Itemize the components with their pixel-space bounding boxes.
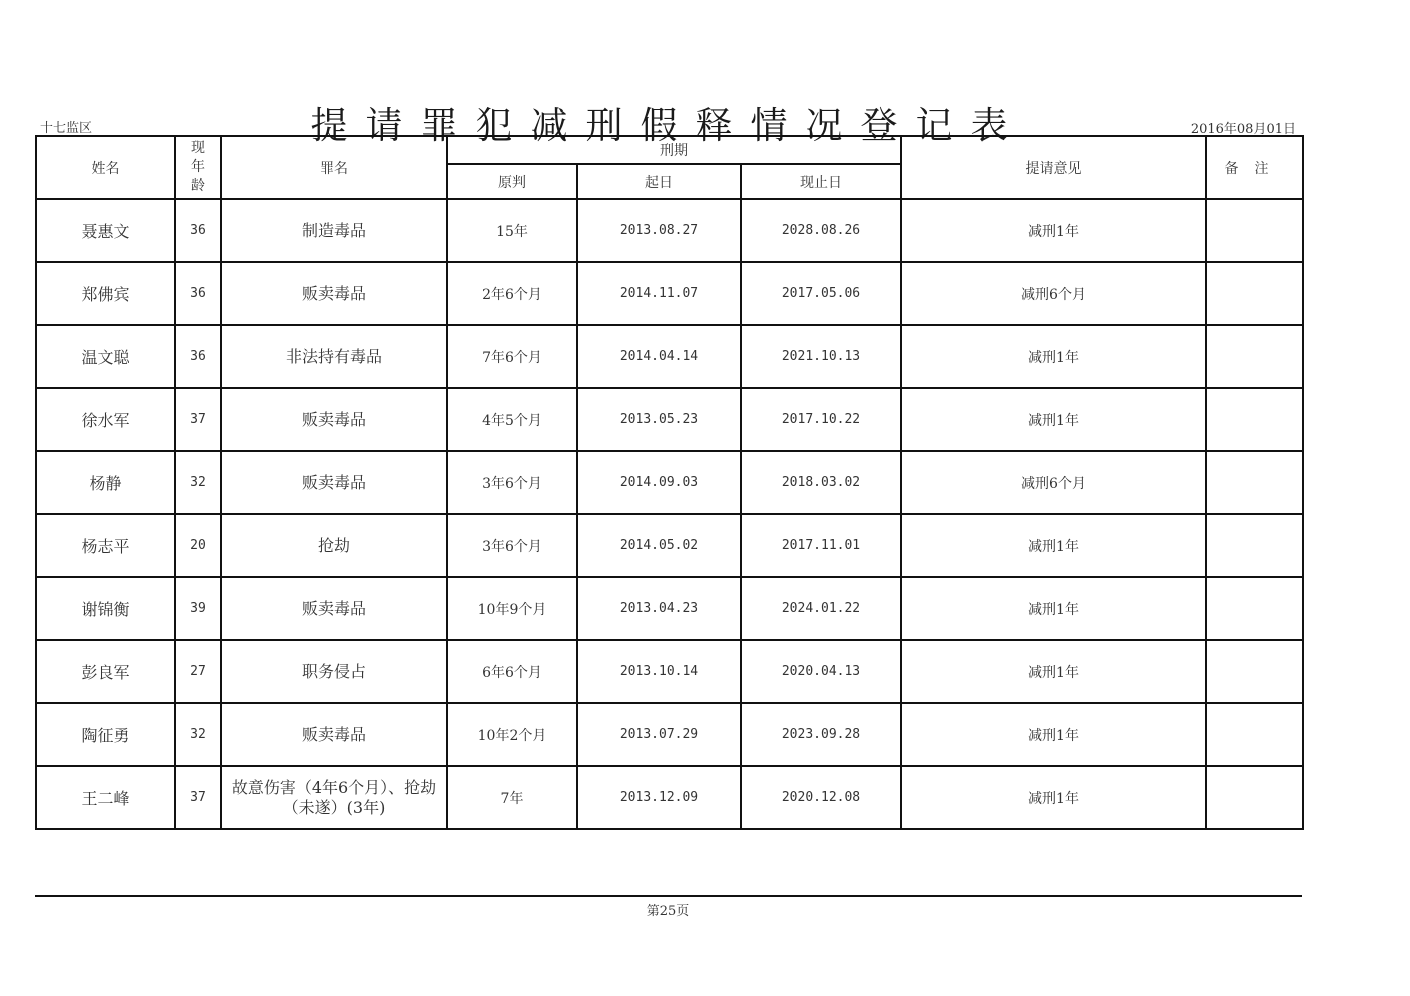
cell-age: 39	[175, 577, 221, 640]
table-row	[36, 451, 1303, 514]
footer-divider	[35, 895, 1302, 897]
cell-age: 36	[175, 325, 221, 388]
cell-original-sentence: 3年6个月	[447, 514, 577, 577]
table-body	[36, 199, 1303, 829]
cell-age: 32	[175, 703, 221, 766]
cell-end-date: 2024.01.22	[741, 577, 901, 640]
prison-area-label: 十七监区	[40, 121, 93, 136]
cell-original-sentence: 10年2个月	[447, 703, 577, 766]
table-row	[36, 577, 1303, 640]
cell-name: 谢锦衡	[36, 577, 175, 640]
header-term: 刑期	[447, 136, 901, 164]
cell-opinion: 减刑6个月	[901, 262, 1206, 325]
report-date: 2016年08月01日	[1190, 122, 1296, 137]
cell-crime: 制造毒品	[221, 199, 447, 262]
cell-age: 37	[175, 766, 221, 829]
cell-start-date: 2014.04.14	[577, 325, 741, 388]
header-age-text: 现年龄	[191, 140, 205, 194]
header-age	[175, 136, 221, 199]
cell-crime: 贩卖毒品	[221, 703, 447, 766]
cell-opinion: 减刑1年	[901, 766, 1206, 829]
cell-age: 20	[175, 514, 221, 577]
cell-start-date: 2013.05.23	[577, 388, 741, 451]
cell-remark	[1206, 451, 1303, 514]
cell-end-date: 2018.03.02	[741, 451, 901, 514]
cell-start-date: 2013.12.09	[577, 766, 741, 829]
cell-age: 36	[175, 199, 221, 262]
table-row	[36, 703, 1303, 766]
cell-remark	[1206, 514, 1303, 577]
cell-crime: 抢劫	[221, 514, 447, 577]
cell-name: 王二峰	[36, 766, 175, 829]
header-name: 姓名	[36, 136, 175, 199]
cell-remark	[1206, 199, 1303, 262]
cell-end-date: 2028.08.26	[741, 199, 901, 262]
header-start-date: 起日	[577, 164, 741, 199]
table-row	[36, 514, 1303, 577]
cell-crime: 非法持有毒品	[221, 325, 447, 388]
cell-original-sentence: 4年5个月	[447, 388, 577, 451]
cell-original-sentence: 2年6个月	[447, 262, 577, 325]
cell-crime: 职务侵占	[221, 640, 447, 703]
cell-crime: 贩卖毒品	[221, 388, 447, 451]
cell-start-date: 2014.05.02	[577, 514, 741, 577]
cell-end-date: 2023.09.28	[741, 703, 901, 766]
cell-start-date: 2013.08.27	[577, 199, 741, 262]
cell-name: 杨志平	[36, 514, 175, 577]
cell-start-date: 2014.11.07	[577, 262, 741, 325]
cell-remark	[1206, 325, 1303, 388]
table-row	[36, 199, 1303, 262]
cell-end-date: 2017.10.22	[741, 388, 901, 451]
table-row	[36, 262, 1303, 325]
table-row	[36, 325, 1303, 388]
cell-name: 温文聪	[36, 325, 175, 388]
cell-opinion: 减刑1年	[901, 577, 1206, 640]
cell-age: 36	[175, 262, 221, 325]
cell-original-sentence: 3年6个月	[447, 451, 577, 514]
header-remark: 备注	[1206, 136, 1303, 199]
cell-start-date: 2013.04.23	[577, 577, 741, 640]
cell-name: 彭良军	[36, 640, 175, 703]
cell-opinion: 减刑6个月	[901, 451, 1206, 514]
header-end-date: 现止日	[741, 164, 901, 199]
header-crime: 罪名	[221, 136, 447, 199]
cell-original-sentence: 15年	[447, 199, 577, 262]
cell-end-date: 2017.05.06	[741, 262, 901, 325]
cell-age: 27	[175, 640, 221, 703]
cell-crime: 故意伤害（4年6个月）、抢劫（未遂）(3年)	[221, 766, 447, 829]
cell-opinion: 减刑1年	[901, 199, 1206, 262]
cell-crime: 贩卖毒品	[221, 262, 447, 325]
cell-remark	[1206, 766, 1303, 829]
cell-crime: 贩卖毒品	[221, 577, 447, 640]
cell-remark	[1206, 703, 1303, 766]
cell-opinion: 减刑1年	[901, 325, 1206, 388]
cell-original-sentence: 7年6个月	[447, 325, 577, 388]
cell-name: 聂惠文	[36, 199, 175, 262]
header-row-1	[36, 136, 1303, 164]
cell-remark	[1206, 388, 1303, 451]
cell-name: 徐水军	[36, 388, 175, 451]
cell-opinion: 减刑1年	[901, 703, 1206, 766]
table-row	[36, 766, 1303, 829]
cell-start-date: 2014.09.03	[577, 451, 741, 514]
table-row	[36, 640, 1303, 703]
cell-original-sentence: 10年9个月	[447, 577, 577, 640]
page-number: 第25页	[646, 904, 690, 919]
cell-original-sentence: 7年	[447, 766, 577, 829]
cell-end-date: 2021.10.13	[741, 325, 901, 388]
cell-remark	[1206, 262, 1303, 325]
cell-name: 杨静	[36, 451, 175, 514]
cell-age: 37	[175, 388, 221, 451]
cell-start-date: 2013.10.14	[577, 640, 741, 703]
page-title: 提请罪犯减刑假释情况登记表	[310, 103, 1026, 147]
header-original-sentence: 原判	[447, 164, 577, 199]
register-table	[35, 135, 1304, 830]
cell-remark	[1206, 577, 1303, 640]
header-opinion: 提请意见	[901, 136, 1206, 199]
cell-crime: 贩卖毒品	[221, 451, 447, 514]
cell-age: 32	[175, 451, 221, 514]
cell-end-date: 2020.12.08	[741, 766, 901, 829]
cell-opinion: 减刑1年	[901, 514, 1206, 577]
cell-end-date: 2020.04.13	[741, 640, 901, 703]
cell-name: 陶征勇	[36, 703, 175, 766]
cell-remark	[1206, 640, 1303, 703]
cell-opinion: 减刑1年	[901, 640, 1206, 703]
table-row	[36, 388, 1303, 451]
cell-start-date: 2013.07.29	[577, 703, 741, 766]
cell-name: 郑佛宾	[36, 262, 175, 325]
cell-opinion: 减刑1年	[901, 388, 1206, 451]
cell-end-date: 2017.11.01	[741, 514, 901, 577]
cell-original-sentence: 6年6个月	[447, 640, 577, 703]
